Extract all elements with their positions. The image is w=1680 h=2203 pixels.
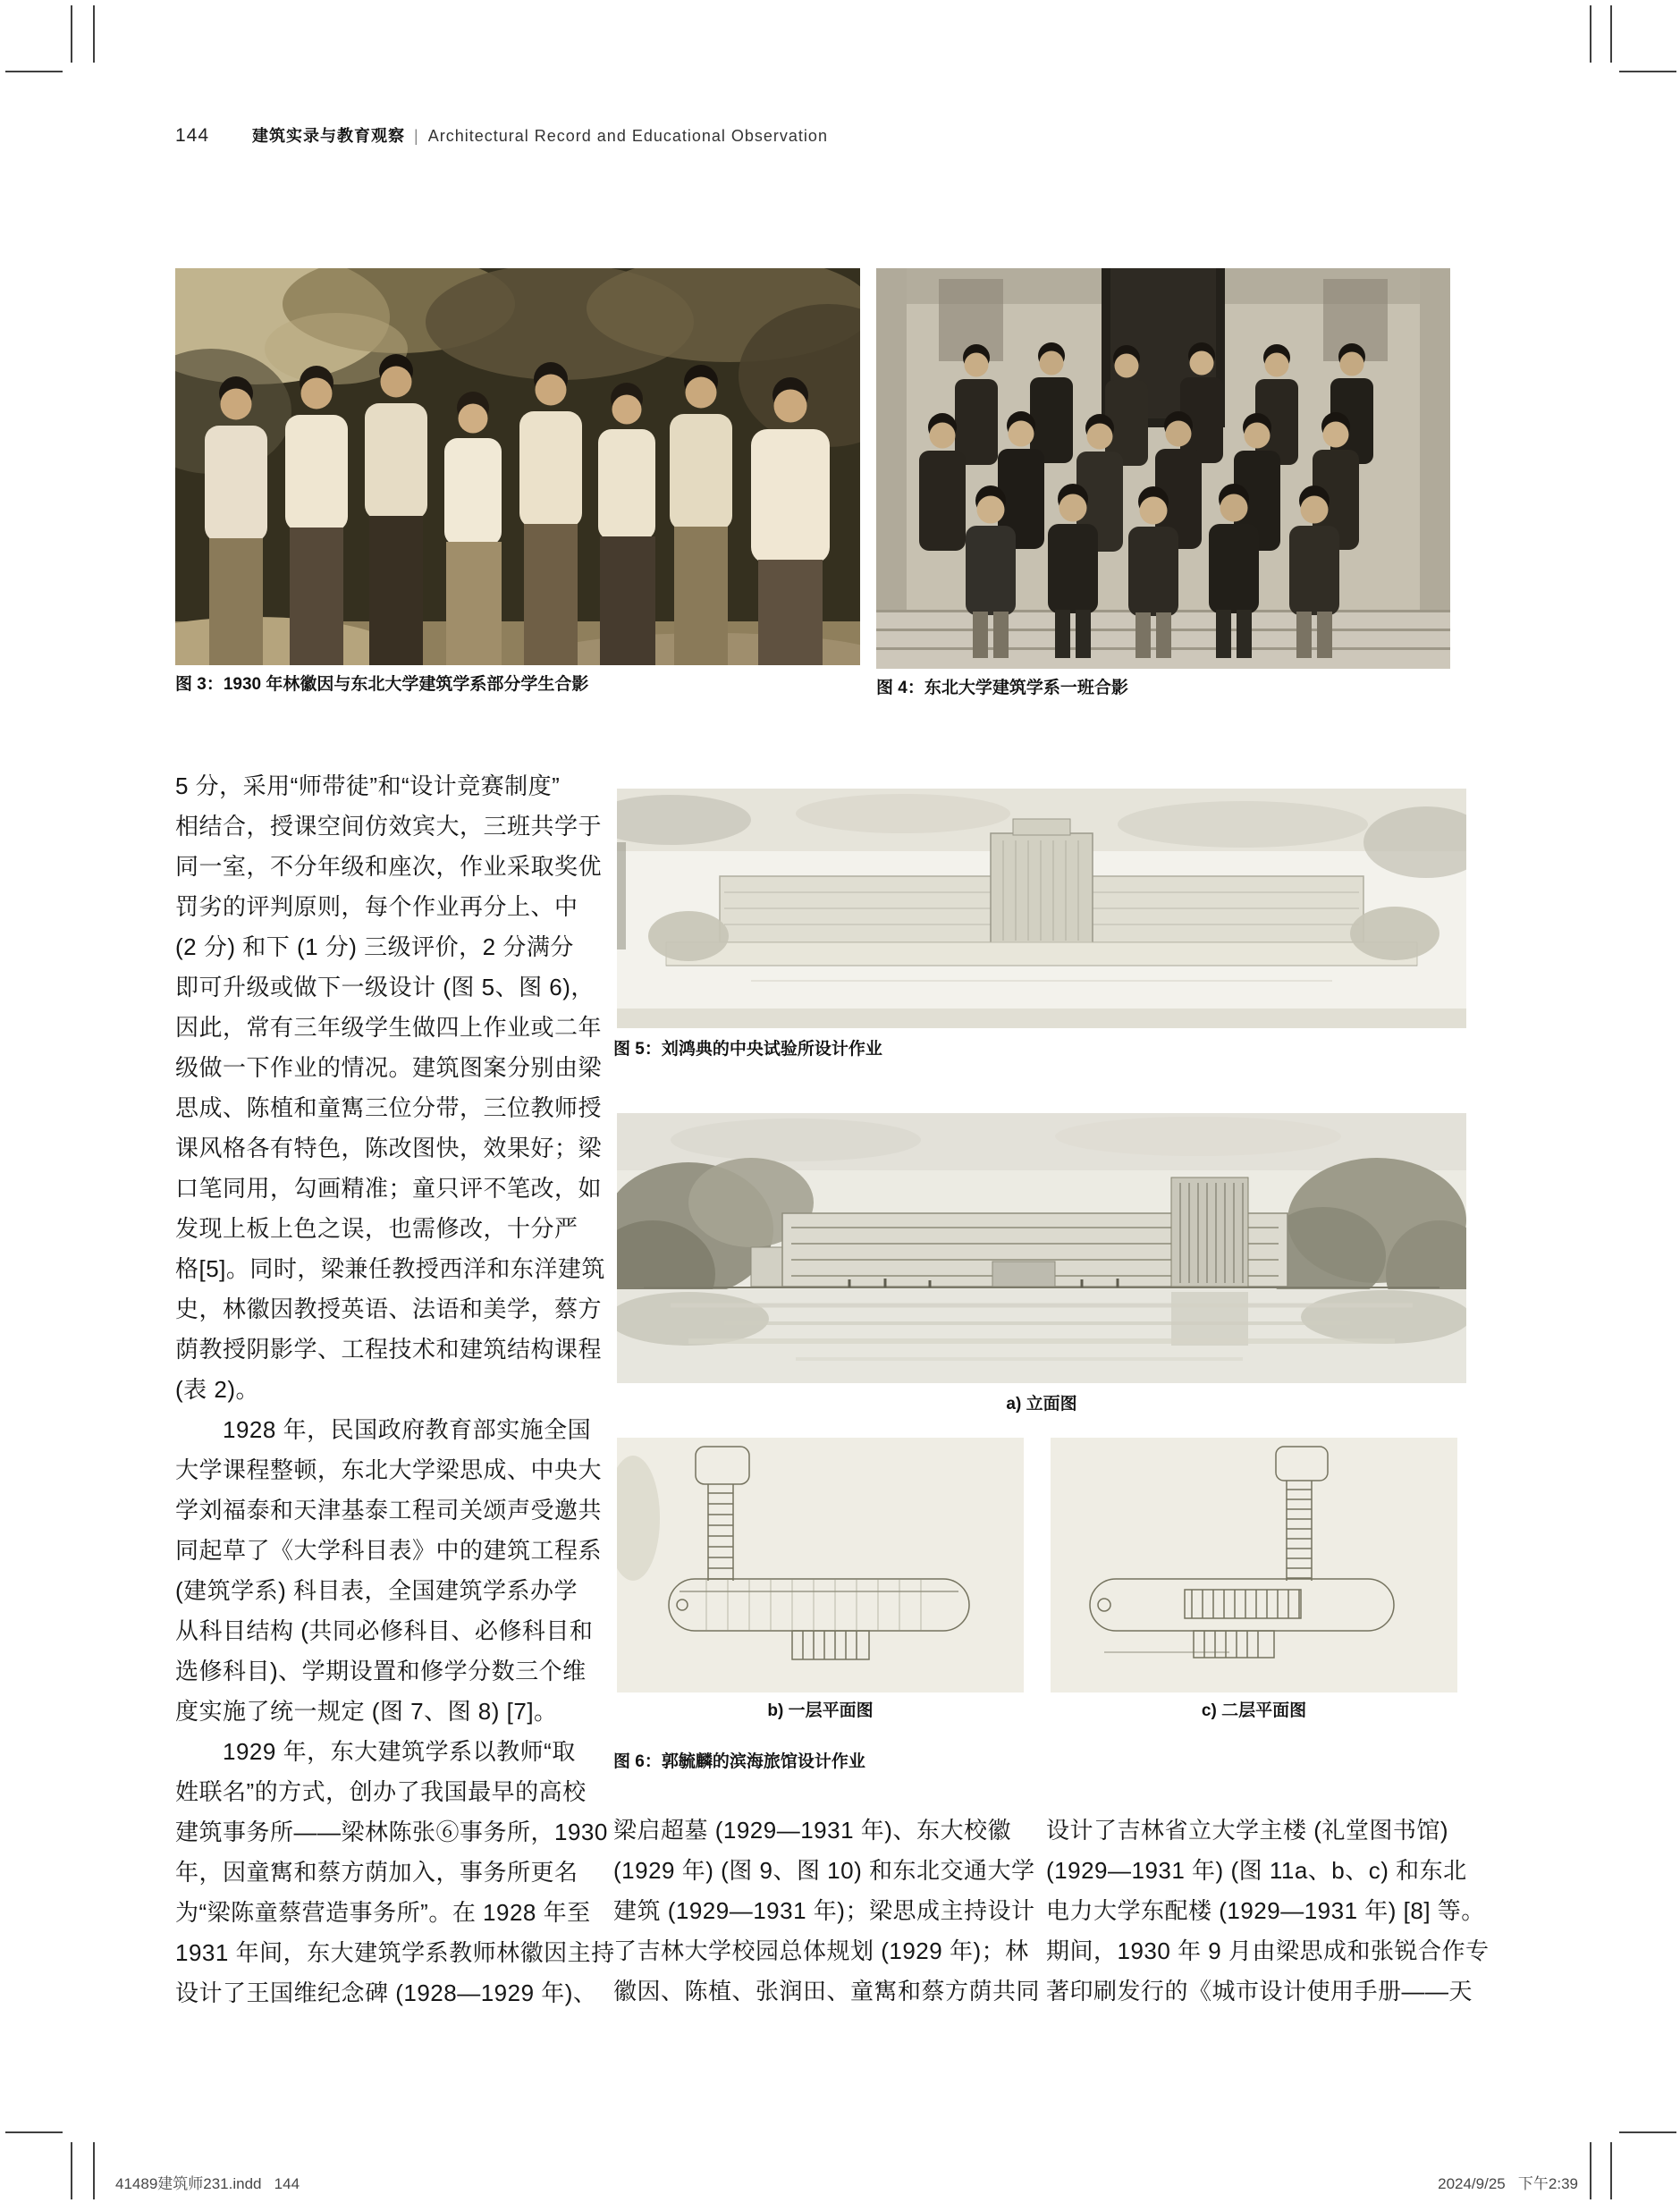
body-text-line: (建筑学系) 科目表，全国建筑学系办学 bbox=[175, 1577, 578, 1604]
body-text-line: 级做一下作业的情况。建筑图案分别由梁 bbox=[175, 1054, 603, 1081]
crop-mark bbox=[1610, 5, 1612, 63]
body-text-line: (2 分) 和下 (1 分) 三级评价，2 分满分 bbox=[175, 933, 574, 960]
body-text-line: 建筑事务所——梁林陈张⑥事务所，1930 bbox=[175, 1819, 608, 1845]
middle-column bbox=[613, 1811, 1048, 2012]
body-text-line: 度实施了统一规定 (图 7、图 8) [7]。 bbox=[175, 1698, 558, 1725]
photo-class-group bbox=[876, 268, 1450, 669]
body-text-line: 即可升级或做下一级设计 (图 5、图 6)， bbox=[175, 974, 595, 1000]
body-text-line: (1929 年) (图 9、图 10) 和东北交通大学 bbox=[613, 1857, 1035, 1884]
body-text-line: 设计了王国维纪念碑 (1928—1929 年)、 bbox=[175, 1979, 597, 2006]
figure-5 bbox=[613, 789, 1466, 1059]
body-text-line: 相结合，授课空间仿效宾大，三班共学于 bbox=[175, 813, 603, 840]
page-header bbox=[175, 123, 828, 147]
body-text-line: 史，林徽因教授英语、法语和美学，蔡方 bbox=[175, 1296, 603, 1322]
body-text-line: 荫教授阴影学、工程技术和建筑结构课程 bbox=[175, 1336, 603, 1363]
body-text-line: 格[5]。同时，梁兼任教授西洋和东洋建筑 bbox=[175, 1255, 605, 1282]
body-text-line: 梁启超墓 (1929—1931 年)、东大校徽 bbox=[613, 1817, 1011, 1844]
body-text-line: 1928 年，民国政府教育部实施全国 bbox=[175, 1416, 592, 1443]
crop-mark bbox=[1590, 5, 1591, 63]
figure-6b-label: b) 一层平面图 bbox=[767, 1701, 874, 1720]
figure-6c bbox=[1051, 1438, 1457, 1720]
crop-mark bbox=[71, 5, 72, 63]
body-text-line: 课风格各有特色，陈改图快，效果好；梁 bbox=[175, 1135, 603, 1161]
body-text-line: 为“梁陈童蔡营造事务所”。在 1928 年至 bbox=[175, 1899, 591, 1926]
figure-6a-label: a) 立面图 bbox=[1006, 1395, 1077, 1414]
body-text-line: 口笔同用，勾画精准；童只评不笔改，如 bbox=[175, 1175, 603, 1202]
body-text-line: (1929—1931 年) (图 11a、b、c) 和东北 bbox=[1046, 1857, 1467, 1884]
figure-5-caption: 图 5：刘鸿典的中央试验所设计作业 bbox=[613, 1040, 882, 1059]
body-text-line: 思成、陈植和童寯三位分带，三位教师授 bbox=[175, 1094, 603, 1121]
drawing-first-floor-plan bbox=[617, 1438, 1024, 1692]
body-text-line: 了吉林大学校园总体规划 (1929 年)；林 bbox=[613, 1937, 1029, 1964]
body-text-line: 大学课程整顿，东北大学梁思成、中央大 bbox=[175, 1456, 603, 1483]
body-text-line: 从科目结构 (共同必修科目、必修科目和 bbox=[175, 1617, 594, 1644]
body-text-line: (表 2)。 bbox=[175, 1376, 260, 1403]
drawing-second-floor-plan bbox=[1051, 1438, 1457, 1692]
body-text-line: 1929 年，东大建筑学系以教师“取 bbox=[175, 1738, 576, 1765]
right-column bbox=[1046, 1811, 1490, 2012]
crop-mark bbox=[93, 2142, 95, 2199]
body-text-line: 因此，常有三年级学生做四上作业或二年 bbox=[175, 1014, 603, 1041]
figure-6b bbox=[617, 1438, 1024, 1720]
crop-mark bbox=[1619, 71, 1676, 72]
body-text-line: 年，因童寯和蔡方荫加入，事务所更名 bbox=[175, 1859, 578, 1886]
crop-mark bbox=[93, 5, 95, 63]
body-text-line: 同一室，不分年级和座次，作业采取奖优 bbox=[175, 853, 603, 880]
left-column bbox=[175, 766, 615, 2013]
body-text-line: 同起草了《大学科目表》中的建筑工程系 bbox=[175, 1537, 603, 1564]
figure-6c-label: c) 二层平面图 bbox=[1201, 1701, 1307, 1720]
header-title-cn: 建筑实录与教育观察 bbox=[252, 127, 406, 145]
crop-mark bbox=[1619, 2131, 1676, 2133]
crop-mark bbox=[71, 2142, 72, 2199]
crop-mark bbox=[5, 2131, 63, 2133]
crop-mark bbox=[5, 71, 63, 72]
header-title-en: Architectural Record and Educational Observation bbox=[427, 127, 828, 145]
body-text-line: 建筑 (1929—1931 年)；梁思成主持设计 bbox=[613, 1897, 1035, 1924]
header-divider: | bbox=[414, 127, 419, 145]
figure-6a bbox=[617, 1113, 1466, 1414]
figure-4 bbox=[876, 268, 1450, 697]
crop-mark bbox=[1610, 2142, 1612, 2199]
body-text-line: 1931 年间，东大建筑学系教师林徽因主持 bbox=[175, 1939, 615, 1966]
body-text-line: 著印刷发行的《城市设计使用手册——天 bbox=[1046, 1978, 1473, 2005]
body-text-line: 学刘福泰和天津基泰工程司关颂声受邀共 bbox=[175, 1497, 603, 1524]
figure-3-caption: 图 3：1930 年林徽因与东北大学建筑学系部分学生合影 bbox=[175, 675, 589, 694]
figure-3 bbox=[175, 268, 860, 694]
body-text-line: 5 分，采用“师带徒”和“设计竞赛制度” bbox=[175, 772, 561, 799]
body-text-line: 姓联名”的方式，创办了我国最早的高校 bbox=[175, 1778, 587, 1805]
photo-students-outdoors bbox=[175, 268, 860, 665]
body-text-line: 发现上板上色之误，也需修改，十分严 bbox=[175, 1215, 578, 1242]
body-text-line: 设计了吉林省立大学主楼 (礼堂图书馆) bbox=[1046, 1817, 1449, 1844]
page-number: 144 bbox=[175, 125, 210, 146]
footer-timestamp: 2024/9/25 下午2:39 bbox=[1438, 2175, 1578, 2192]
body-text-line: 罚劣的评判原则，每个作业再分上、中 bbox=[175, 893, 578, 920]
body-text-line: 选修科目)、学期设置和修学分数三个维 bbox=[175, 1658, 587, 1684]
drawing-hotel-elevation bbox=[617, 1113, 1466, 1383]
drawing-central-laboratory bbox=[617, 789, 1466, 1028]
body-text-line: 期间，1930 年 9 月由梁思成和张锐合作专 bbox=[1046, 1937, 1490, 1964]
figure-6-caption: 图 6：郭毓麟的滨海旅馆设计作业 bbox=[613, 1752, 865, 1771]
figure-4-caption: 图 4：东北大学建筑学系一班合影 bbox=[876, 679, 1128, 697]
crop-mark bbox=[1590, 2142, 1591, 2199]
body-text-line: 徽因、陈植、张润田、童寯和蔡方荫共同 bbox=[613, 1978, 1041, 2005]
body-text-line: 电力大学东配楼 (1929—1931 年) [8] 等。 bbox=[1046, 1897, 1485, 1924]
footer-filename: 41489建筑师231.indd 144 bbox=[115, 2175, 300, 2192]
